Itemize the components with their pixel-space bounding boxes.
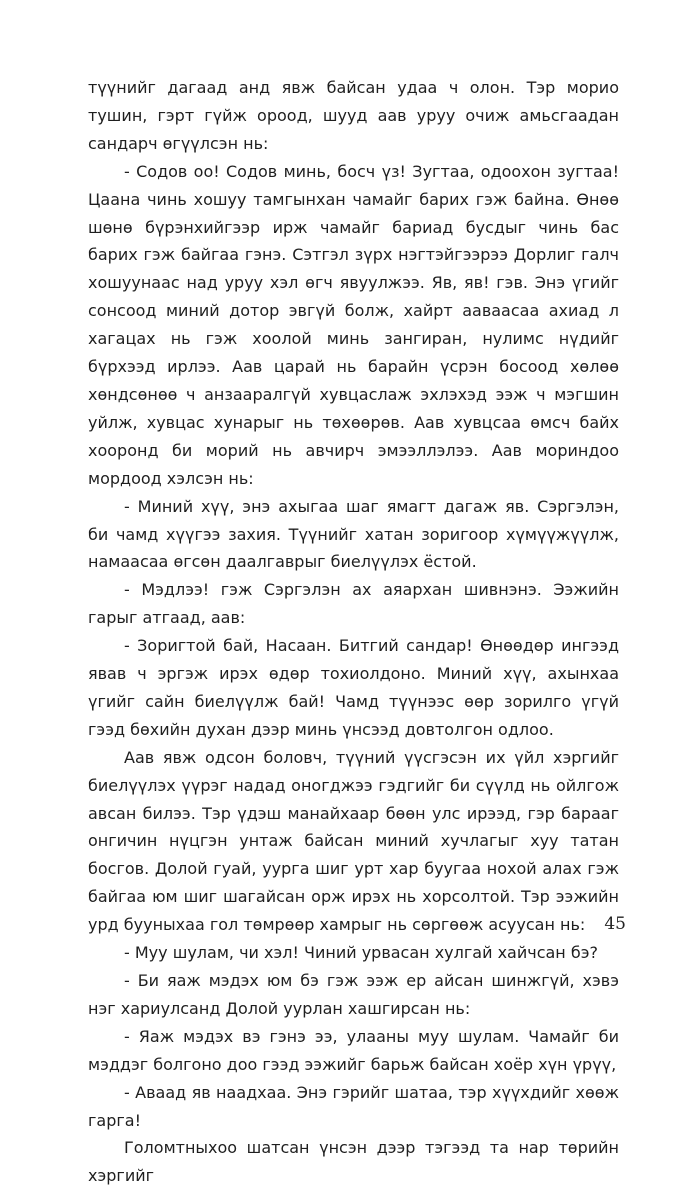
paragraph-10: - Аваад яв наадхаа. Энэ гэрийг шатаа, тэр хүүхдийг хөөж гарга!	[88, 1082, 619, 1130]
paragraph-1: түүнийг дагаад анд явж байсан удаа ч олон. Тэр морио тушин, гэрт гүйж ороод, шууд аав уруу очиж амьсгаадан сандарч өгүүлсэн нь:	[88, 78, 619, 153]
paragraph-2: - Содов оо! Содов минь, босч үз! Зугтаа, одоохон зугтаа! Цаана чинь хошуу тамгынхан чамайг барих гэж байна. Өнөө шөнө бүрэнхийгээр ирж чамайг бариад бусдыг чинь бас барих гэж байгаа гэнэ. Сэтгэл зүрх нэгтэйгээрээ Дорлиг галч хошуунаас над уруу хэл өгч явуулжээ. Яв, яв! гэв. Энэ үгийг сонсоод миний дотор эвгүй болж, хайрт ааваасаа ахиад л хагацах нь гэж хоолой минь зангиран, нулимс нүдийг бүрхээд ирлээ. Аав царай нь барайн үсрэн босоод хөлөө хөндсөнөө ч анзааралгүй хувцаслаж эхлэхэд ээж ч мэгшин уйлж, хувцас хунарыг нь төхөөрөв. Аав хувцсаа өмсч байх хооронд би морий нь авчирч эмээллэлээ. Аав мориндоо мордоод хэлсэн нь:	[88, 161, 619, 488]
paragraph-3: - Миний хүү, энэ ахыгаа шаг ямагт дагаж яв. Сэргэлэн, би чамд хүүгээ захия. Түүнийг хатан зоригоор хүмүүжүүлж, намаасаа өгсөн даалгаврыг биелүүлэх ёстой.	[88, 496, 619, 572]
body-text	[88, 74, 619, 1190]
page-number: 45	[604, 914, 626, 934]
paragraph-5: - Зоригтой бай, Насаан. Битгий сандар! Өнөөдөр ингээд явав ч эргэж ирэх өдөр тохиолдоно. Миний хүү, ахынхаа үгийг сайн биелүүлж бай! Чамд түүнээс өөр зорилго үгүй гээд бөхийн духан дээр минь үнсээд довтолгон одлоо.	[88, 636, 619, 739]
paragraph-11: Голомтныхоо шатсан үнсэн дээр тэгээд та нар төрийн хэргийг	[88, 1138, 619, 1186]
paragraph-8: - Би яаж мэдэх юм бэ гэж ээж ер айсан шинжгүй, хэвэ нэг хариулсанд Долой уурлан хашгирсан нь:	[88, 971, 619, 1018]
paragraph-7: - Муу шулам, чи хэл! Чиний урвасан хулгай хайчсан бэ?	[124, 943, 598, 963]
paragraph-9: - Яаж мэдэх вэ гэнэ ээ, улааны муу шулам. Чамайг би мэддэг болгоно доо гээд ээжийг барьж байсан хоёр хүн үрүү,	[88, 1026, 619, 1074]
paragraph-6: Аав явж одсон боловч, түүний үүсгэсэн их үйл хэргийг биелүүлэх үүрэг надад оногджээ гэдгийг би сүүлд нь ойлгож авсан билээ. Тэр үдэш манайхаар бөөн улс ирээд, гэр барааг онгичин нүцгэн унтаж байсан миний хучлагыг хуу татан босгов. Долой гуай, уурга шиг урт хар буугаа нохой алах гэж байгаа юм шиг шагайсан орж ирэх нь хорсолтой. Тэр ээжийн урд бууныхаа гол төмрөөр хамрыг нь сөргөөж асуусан нь:	[88, 747, 619, 935]
paragraph-4: - Мэдлээ! гэж Сэргэлэн ах аяархан шивнэнэ. Ээжийн гарыг атгаад, аав:	[88, 580, 619, 628]
